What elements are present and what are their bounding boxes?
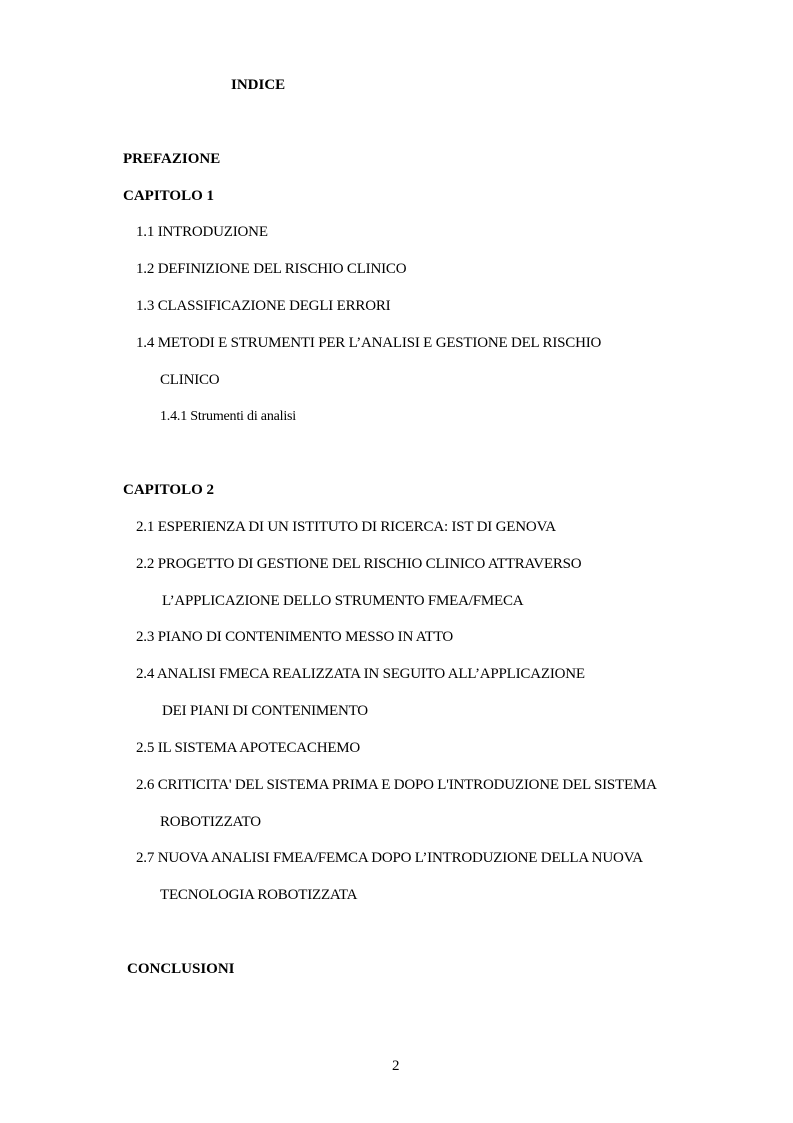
toc-item-2-4: 2.4 ANALISI FMECA REALIZZATA IN SEGUITO ALL’APPLICAZIONE	[136, 666, 585, 682]
toc-item-2-4-continued: DEI PIANI DI CONTENIMENTO	[162, 703, 368, 719]
toc-item-2-7-continued: TECNOLOGIA ROBOTIZZATA	[160, 887, 358, 903]
toc-item-2-6: 2.6 CRITICITA' DEL SISTEMA PRIMA E DOPO L'INTRODUZIONE DEL SISTEMA	[136, 777, 657, 793]
toc-item-2-2-continued: L’APPLICAZIONE DELLO STRUMENTO FMEA/FMECA	[162, 593, 524, 609]
page-number: 2	[392, 1058, 400, 1074]
toc-item-1-1: 1.1 INTRODUZIONE	[136, 224, 268, 240]
toc-preface: PREFAZIONE	[123, 151, 221, 167]
toc-item-2-6-continued: ROBOTIZZATO	[160, 814, 261, 830]
toc-item-1-4-1: 1.4.1 Strumenti di analisi	[160, 409, 296, 424]
toc-conclusions: CONCLUSIONI	[127, 961, 235, 977]
toc-item-2-2: 2.2 PROGETTO DI GESTIONE DEL RISCHIO CLINICO ATTRAVERSO	[136, 556, 582, 572]
toc-item-1-3: 1.3 CLASSIFICAZIONE DEGLI ERRORI	[136, 298, 391, 314]
toc-item-2-5: 2.5 IL SISTEMA APOTECACHEMO	[136, 740, 361, 756]
toc-item-1-4-continued: CLINICO	[160, 372, 220, 388]
chapter-1-heading: CAPITOLO 1	[123, 188, 214, 204]
toc-item-2-7: 2.7 NUOVA ANALISI FMEA/FEMCA DOPO L’INTRODUZIONE DELLA NUOVA	[136, 850, 643, 866]
page-title: INDICE	[231, 77, 286, 93]
toc-item-1-4: 1.4 METODI E STRUMENTI PER L’ANALISI E GESTIONE DEL RISCHIO	[136, 335, 602, 351]
toc-item-2-3: 2.3 PIANO DI CONTENIMENTO MESSO IN ATTO	[136, 629, 454, 645]
toc-item-1-2: 1.2 DEFINIZIONE DEL RISCHIO CLINICO	[136, 261, 407, 277]
toc-item-2-1: 2.1 ESPERIENZA DI UN ISTITUTO DI RICERCA: IST DI GENOVA	[136, 519, 556, 535]
chapter-2-heading: CAPITOLO 2	[123, 482, 214, 498]
